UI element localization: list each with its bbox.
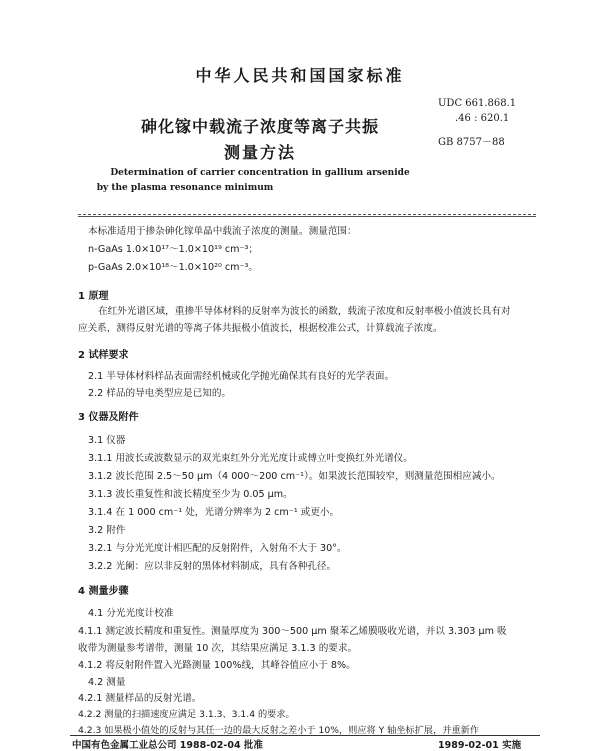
standard-header: 中华人民共和国国家标准	[195, 66, 405, 85]
section-1-line2: 应关系，测得反射光谱的等离子体共振极小值波长，根据校准公式，计算载流子浓度。	[78, 323, 443, 334]
footer-divider	[70, 735, 540, 736]
item-4-2-2: 4.2.2 测量的扫描速度应满足 3.1.3、3.1.4 的要求。	[78, 709, 295, 720]
gb-code: GB 8757－88	[438, 137, 505, 148]
udc-code-line1: UDC 661.868.1	[438, 98, 517, 109]
english-title-line1: Determination of carrier concentration in gallium arsenide	[110, 168, 410, 178]
item-4-1-2: 4.1.2 将反射附件置入光路测量 100%线，其峰谷值应小于 8%。	[78, 660, 356, 671]
item-4-2-1: 4.2.1 测量样品的反射光谱。	[78, 693, 202, 704]
section-1-heading: 1 原理	[78, 291, 109, 302]
item-4-2-3: 4.2.3 如果极小值处的反射与其任一边的最大反射之差小于 10%，则应将 Y 轴坐标扩展，并重新作	[78, 725, 480, 736]
item-2-1: 2.1 半导体材料样品表面需经机械或化学抛光确保其有良好的光学表面。	[88, 371, 395, 382]
item-4-1-1-line1: 4.1.1 测定波长精度和重复性。测量厚度为 300～500 μm 聚苯乙烯膜吸收光谱，并以 3.303 μm 吸	[78, 626, 507, 637]
udc-code-line2: .46 : 620.1	[455, 113, 510, 124]
section-3-heading: 3 仪器及附件	[78, 412, 139, 423]
document-title-line1: 砷化镓中载流子浓度等离子共振	[140, 117, 379, 136]
section-2-heading: 2 试样要求	[78, 350, 129, 361]
item-3-2: 3.2 附件	[88, 525, 126, 536]
item-4-2: 4.2 测量	[88, 677, 126, 688]
divider-dashed	[78, 214, 536, 215]
item-3-1-4: 3.1.4 在 1 000 cm⁻¹ 处，光谱分辨率为 2 cm⁻¹ 或更小。	[88, 507, 340, 518]
implementation-date: 1989-02-01 实施	[438, 740, 522, 751]
item-4-1: 4.1 分光光度计校准	[88, 608, 174, 619]
section-4-heading: 4 测量步骤	[78, 586, 129, 597]
intro-ngaas-range: n-GaAs 1.0×10¹⁷～1.0×10¹⁹ cm⁻³；	[88, 244, 258, 255]
item-3-1-1: 3.1.1 用波长或波数显示的双光束红外分光光度计或傅立叶变换红外光谱仪。	[88, 453, 413, 464]
document-title-line2: 测量方法	[223, 143, 296, 162]
item-3-1-3: 3.1.3 波长重复性和波长精度至少为 0.05 μm。	[88, 489, 293, 500]
intro-text: 本标准适用于掺杂砷化镓单晶中载流子浓度的测量。测量范围：	[88, 226, 357, 237]
item-3-2-2: 3.2.2 光阑：应以非反射的黑体材料制成，具有各种孔径。	[88, 561, 337, 572]
item-3-1: 3.1 仪器	[88, 435, 126, 446]
section-1-line1: 在红外光谱区域，重掺半导体材料的反射率为波长的函数，载流子浓度和反射率极小值波长具有对	[98, 306, 511, 317]
item-2-2: 2.2 样品的导电类型应是已知的。	[88, 388, 232, 399]
intro-pgaas-range: p-GaAs 2.0×10¹⁸～1.0×10²⁰ cm⁻³。	[88, 262, 258, 273]
approval-note: 中国有色金属工业总公司 1988-02-04 批准	[72, 740, 263, 751]
item-3-2-1: 3.2.1 与分光光度计相匹配的反射附件，入射角不大于 30°。	[88, 543, 347, 554]
item-4-1-1-line2: 收带为测量参考谱带，测量 10 次，其结果应满足 3.1.3 的要求。	[78, 643, 358, 654]
english-title-line2: by the plasma resonance minimum	[96, 183, 274, 193]
divider-solid	[78, 216, 536, 217]
item-3-1-2: 3.1.2 波长范围 2.5～50 μm（4 000～200 cm⁻¹）。如果波长范围较窄，则测量范围相应减小。	[88, 471, 501, 482]
